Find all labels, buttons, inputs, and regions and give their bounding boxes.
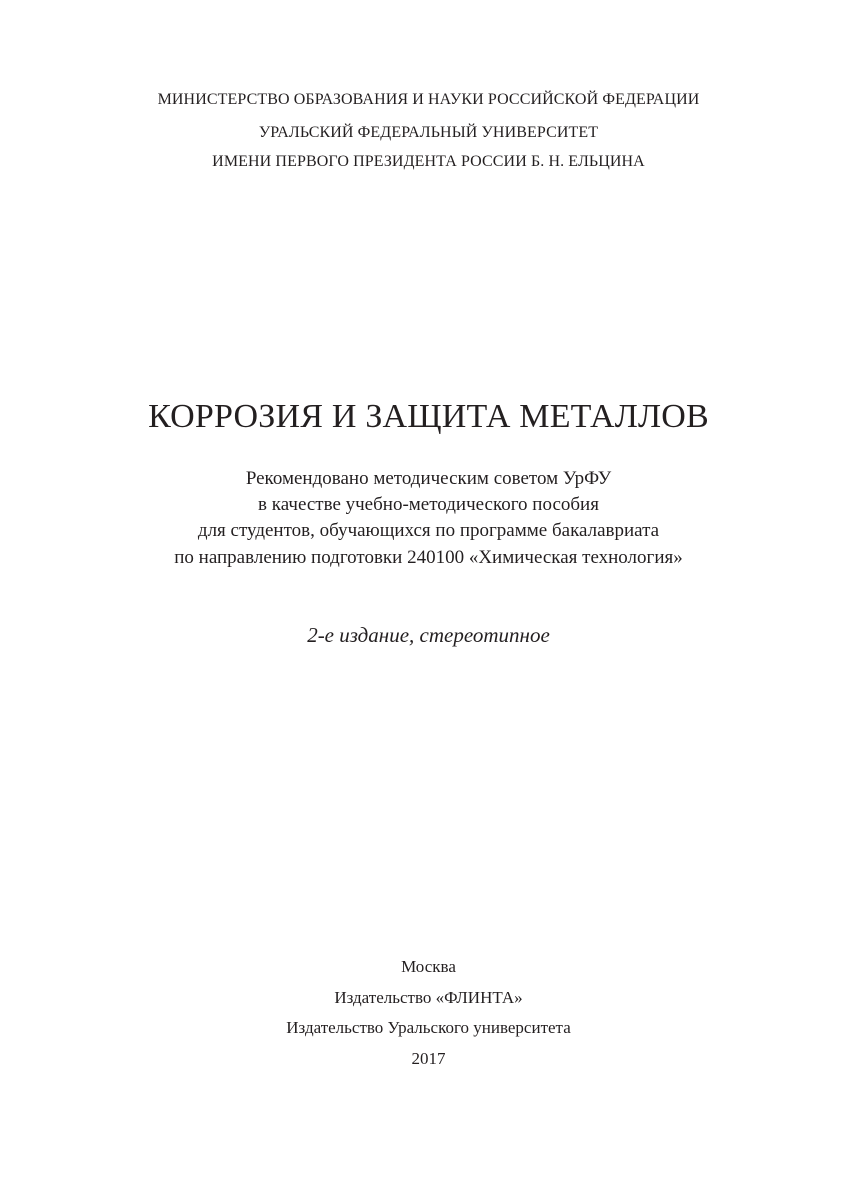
university-dedication: ИМЕНИ ПЕРВОГО ПРЕЗИДЕНТА РОССИИ Б. Н. ЕЛЬЦИНА <box>212 153 645 170</box>
recommendation-line: в качестве учебно-методического пособия <box>258 494 599 515</box>
recommendation-line: для студентов, обучающихся по программе бакалавриата <box>197 520 660 541</box>
book-title: КОРРОЗИЯ И ЗАЩИТА МЕТАЛЛОВ <box>148 398 709 435</box>
publication-city: Москва <box>401 957 456 976</box>
university-name: УРАЛЬСКИЙ ФЕДЕРАЛЬНЫЙ УНИВЕРСИТЕТ <box>258 124 599 141</box>
publisher-name: Издательство Уральского университета <box>286 1018 571 1037</box>
edition-note: 2-е издание, стереотипное <box>307 623 550 647</box>
ministry-name: МИНИСТЕРСТВО ОБРАЗОВАНИЯ И НАУКИ РОССИЙСКОЙ ФЕДЕРАЦИИ <box>157 91 700 108</box>
publisher-name: Издательство «ФЛИНТА» <box>334 988 523 1007</box>
publication-year: 2017 <box>411 1049 446 1068</box>
recommendation-line: Рекомендовано методическим советом УрФУ <box>245 468 612 489</box>
recommendation-line: по направлению подготовки 240100 «Химическая технология» <box>174 547 683 568</box>
